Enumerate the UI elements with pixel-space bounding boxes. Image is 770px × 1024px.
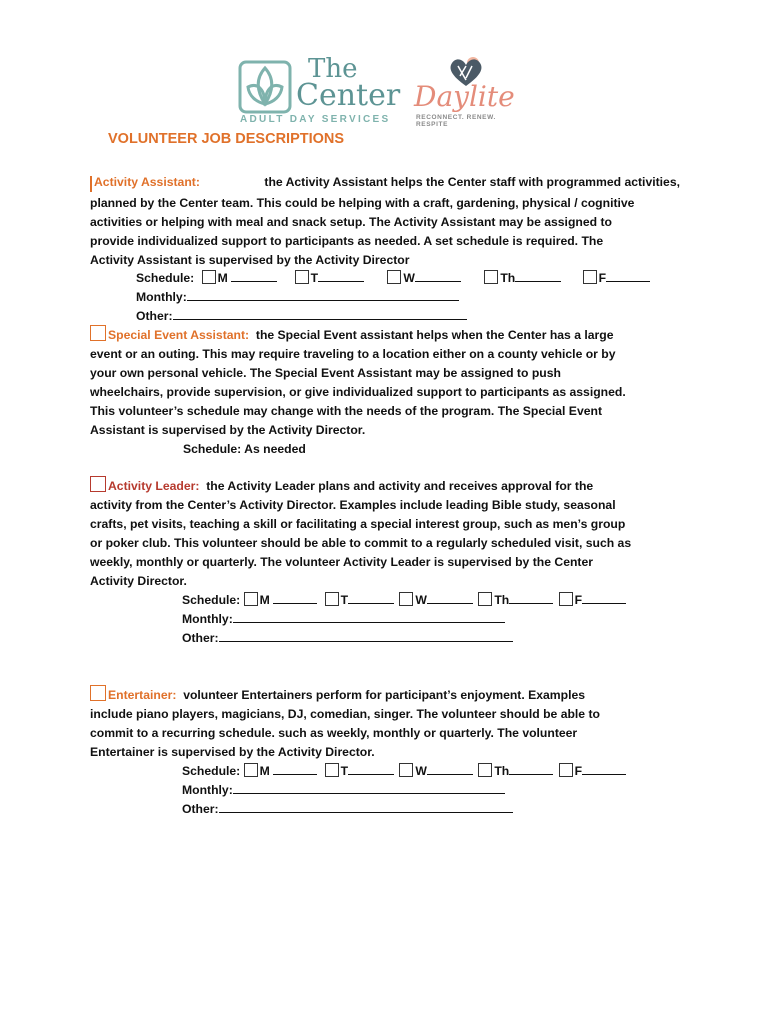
- page-title: VOLUNTEER JOB DESCRIPTIONS: [108, 131, 345, 147]
- monthly-blank[interactable]: [233, 610, 505, 623]
- schedule-note: Schedule: As needed: [183, 442, 306, 456]
- desc-line: or poker club. This volunteer should be able to commit to a regularly scheduled visit, such as: [90, 536, 632, 550]
- desc-line: the Activity Assistant helps the Center staff with programmed activities,: [264, 175, 680, 189]
- other-row: Other:: [182, 800, 513, 819]
- friday-checkbox[interactable]: [583, 270, 597, 284]
- logo-daylite-subtitle: RECONNECT. RENEW. RESPITE: [416, 114, 496, 128]
- activity-leader-checkbox[interactable]: [90, 476, 106, 492]
- tuesday-blank[interactable]: [318, 269, 364, 282]
- desc-line: This volunteer’s schedule may change with the needs of the program. The Special Event: [90, 404, 602, 418]
- desc-line: event or an outing. This may require traveling to a location either on a county vehicle or by: [90, 347, 616, 361]
- section-special-event-assistant: [90, 325, 626, 459]
- desc-line: wheelchairs, provide supervision, or give individualized support to participants as assigned.: [90, 385, 626, 399]
- wednesday-checkbox[interactable]: [387, 270, 401, 284]
- desc-line: Activity Assistant is supervised by the Activity Director: [90, 253, 410, 267]
- section-title: Entertainer:: [108, 688, 177, 702]
- monday-checkbox[interactable]: [244, 763, 258, 777]
- logo-subtitle: ADULT DAY SERVICES: [240, 114, 391, 125]
- monday-blank[interactable]: [231, 269, 277, 282]
- entertainer-checkbox[interactable]: [90, 685, 106, 701]
- logo-center: Center: [296, 78, 401, 113]
- thursday-blank[interactable]: [515, 269, 561, 282]
- wednesday-blank[interactable]: [415, 269, 461, 282]
- thursday-blank[interactable]: [509, 762, 553, 775]
- desc-line: Entertainer is supervised by the Activity Director.: [90, 745, 375, 759]
- thursday-checkbox[interactable]: [478, 592, 492, 606]
- desc-line: volunteer Entertainers perform for participant’s enjoyment. Examples: [183, 688, 586, 702]
- monthly-blank[interactable]: [233, 781, 505, 794]
- monday-checkbox[interactable]: [244, 592, 258, 606]
- desc-line: crafts, pet visits, teaching a skill or facilitating a special interest group, such as men’s group: [90, 517, 626, 531]
- wednesday-blank[interactable]: [427, 591, 473, 604]
- daylite-logo: [410, 56, 520, 126]
- thursday-checkbox[interactable]: [478, 763, 492, 777]
- other-blank[interactable]: [219, 800, 513, 813]
- thursday-checkbox[interactable]: [484, 270, 498, 284]
- other-row: Other:: [182, 629, 513, 648]
- monthly-row: Monthly:: [182, 781, 505, 800]
- desc-line: provide individualized support to participants as needed. A set schedule is required. The: [90, 234, 604, 248]
- desc-line: include piano players, magicians, DJ, comedian, singer. The volunteer should be able to: [90, 707, 600, 721]
- desc-line: activities or helping with meal and snack setup. The Activity Assistant may be assigned to: [90, 215, 612, 229]
- desc-line: weekly, monthly or quarterly. The volunteer Activity Leader is supervised by the Center: [90, 555, 593, 569]
- section-entertainer: [90, 685, 600, 762]
- tuesday-checkbox[interactable]: [325, 763, 339, 777]
- friday-blank[interactable]: [606, 269, 650, 282]
- logo-the: The: [308, 54, 358, 84]
- section-title: Activity Leader:: [108, 479, 200, 493]
- special-event-checkbox[interactable]: [90, 325, 106, 341]
- friday-blank[interactable]: [582, 591, 626, 604]
- tuesday-blank[interactable]: [348, 591, 394, 604]
- leaf-emblem-icon: [238, 60, 292, 114]
- monthly-blank[interactable]: [187, 288, 459, 301]
- wednesday-checkbox[interactable]: [399, 763, 413, 777]
- desc-line: Activity Director.: [90, 574, 187, 588]
- center-logo: [238, 54, 410, 128]
- wednesday-blank[interactable]: [427, 762, 473, 775]
- section-activity-leader: [90, 476, 631, 591]
- friday-checkbox[interactable]: [559, 592, 573, 606]
- friday-blank[interactable]: [582, 762, 626, 775]
- schedule-row: Schedule: M T W Th F: [182, 762, 626, 781]
- monthly-row: Monthly:: [182, 610, 505, 629]
- desc-line: the Special Event assistant helps when the Center has a large: [255, 328, 614, 342]
- schedule-row: Schedule: M T W Th F: [136, 269, 650, 288]
- desc-line: activity from the Center’s Activity Director. Examples include leading Bible study, seasonal: [90, 498, 616, 512]
- tuesday-checkbox[interactable]: [295, 270, 309, 284]
- tuesday-blank[interactable]: [348, 762, 394, 775]
- schedule-row: Schedule: M T W Th F: [182, 591, 626, 610]
- desc-line: the Activity Leader plans and activity and receives approval for the: [206, 479, 594, 493]
- section-title: Activity Assistant:: [94, 175, 200, 189]
- section-activity-assistant: [90, 173, 680, 270]
- section-title: Special Event Assistant:: [108, 328, 250, 342]
- monday-checkbox[interactable]: [202, 270, 216, 284]
- other-row: Other:: [136, 307, 467, 326]
- tuesday-checkbox[interactable]: [325, 592, 339, 606]
- desc-line: your own personal vehicle. The Special Event Assistant may be assigned to push: [90, 366, 561, 380]
- monthly-row: Monthly:: [136, 288, 459, 307]
- thursday-blank[interactable]: [509, 591, 553, 604]
- desc-line: commit to a recurring schedule. such as weekly, monthly or quarterly. The volunteer: [90, 726, 578, 740]
- other-blank[interactable]: [219, 629, 513, 642]
- wednesday-checkbox[interactable]: [399, 592, 413, 606]
- monday-blank[interactable]: [273, 591, 317, 604]
- activity-assistant-checkbox[interactable]: [90, 176, 92, 192]
- desc-line: Assistant is supervised by the Activity Director.: [90, 423, 366, 437]
- desc-line: planned by the Center team. This could be helping with a craft, gardening, physical / cognitive: [90, 196, 635, 210]
- friday-checkbox[interactable]: [559, 763, 573, 777]
- monday-blank[interactable]: [273, 762, 317, 775]
- logo-daylite: Daylite: [414, 80, 515, 113]
- other-blank[interactable]: [173, 307, 467, 320]
